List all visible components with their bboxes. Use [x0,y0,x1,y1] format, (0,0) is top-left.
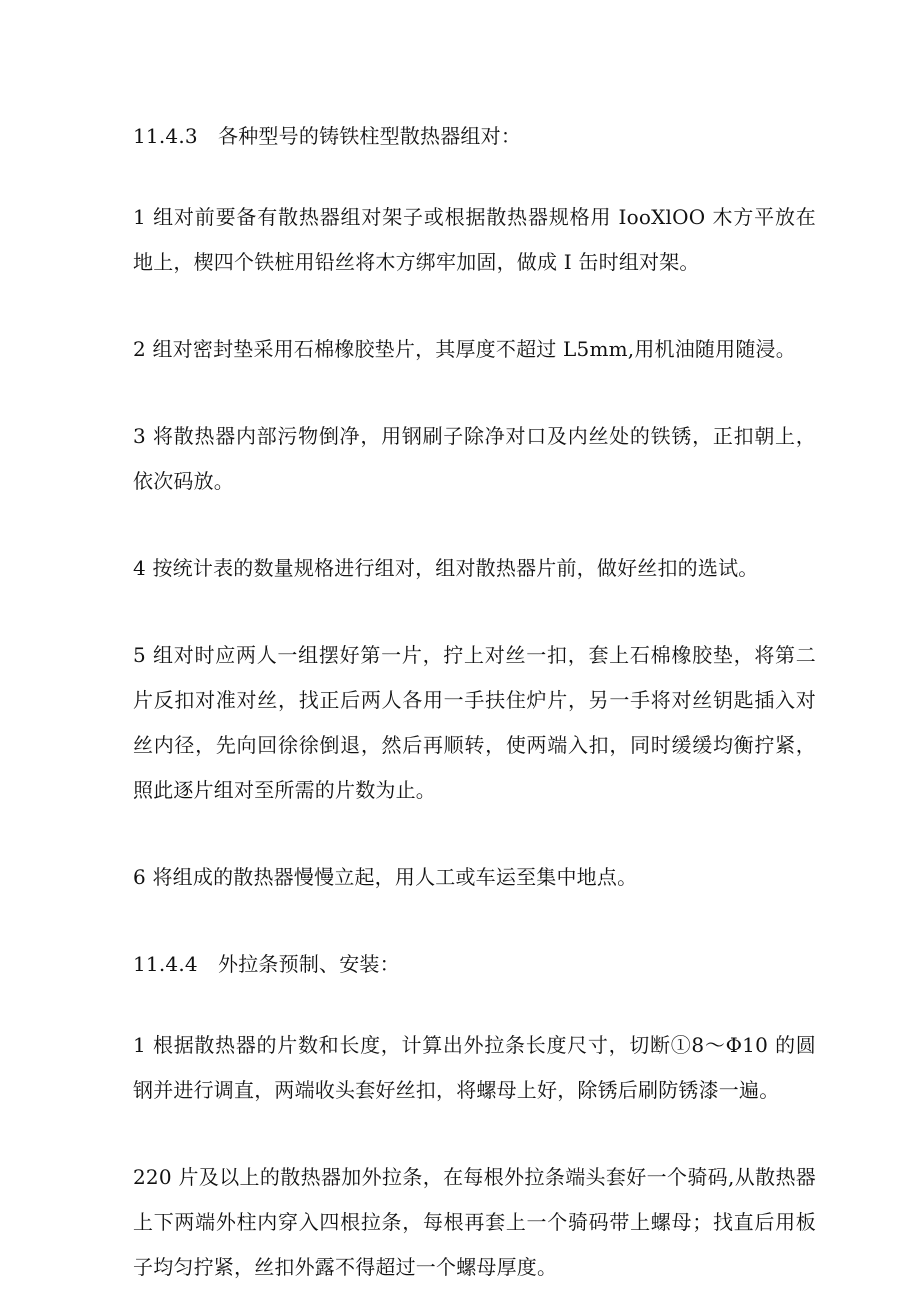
paragraph-item-7: 1 根据散热器的片数和长度，计算出外拉条长度尺寸，切断①8～Φ10 的圆钢并进行调直，两端收头套好丝扣，将螺母上好，除锈后刷防锈漆一遍。 [133,1033,816,1102]
section-heading-11-4-4: 11.4.4 外拉条预制、安装： [133,952,400,976]
paragraph-item-8: 220 片及以上的散热器加外拉条，在每根外拉条端头套好一个骑码,从散热器上下两端外柱内穿入四根拉条，每根再套上一个骑码带上螺母；找直后用板子均匀拧紧，丝扣外露不得超过一个螺母厚度。 [133,1165,816,1279]
paragraph-item-4: 4 按统计表的数量规格进行组对，组对散热器片前，做好丝扣的选试。 [133,556,759,580]
paragraph-item-1: 1 组对前要备有散热器组对架子或根据散热器规格用 IooXlOO 木方平放在地上，楔四个铁桩用铅丝将木方绑牢加固，做成 I 缶时组对架。 [133,205,816,274]
paragraph-item-2: 2 组对密封垫采用石棉橡胶垫片，其厚度不超过 L5mm,用机油随用随浸。 [133,337,796,361]
section-heading-11-4-3: 11.4.3 各种型号的铸铁柱型散热器组对： [133,124,522,148]
paragraph-item-3: 3 将散热器内部污物倒净，用钢刷子除净对口及内丝处的铁锈，正扣朝上，依次码放。 [133,424,816,493]
paragraph-item-5: 5 组对时应两人一组摆好第一片，拧上对丝一扣，套上石棉橡胶垫，将第二片反扣对准对丝，找正后两人各用一手扶住炉片，另一手将对丝钥匙插入对丝内径，先向回徐徐倒退，然后再顺转，使两端入扣，同时缓缓均衡拧紧，照此逐片组对至所需的片数为止。 [133,643,816,802]
paragraph-item-6: 6 将组成的散热器慢慢立起，用人工或车运至集中地点。 [133,865,638,889]
